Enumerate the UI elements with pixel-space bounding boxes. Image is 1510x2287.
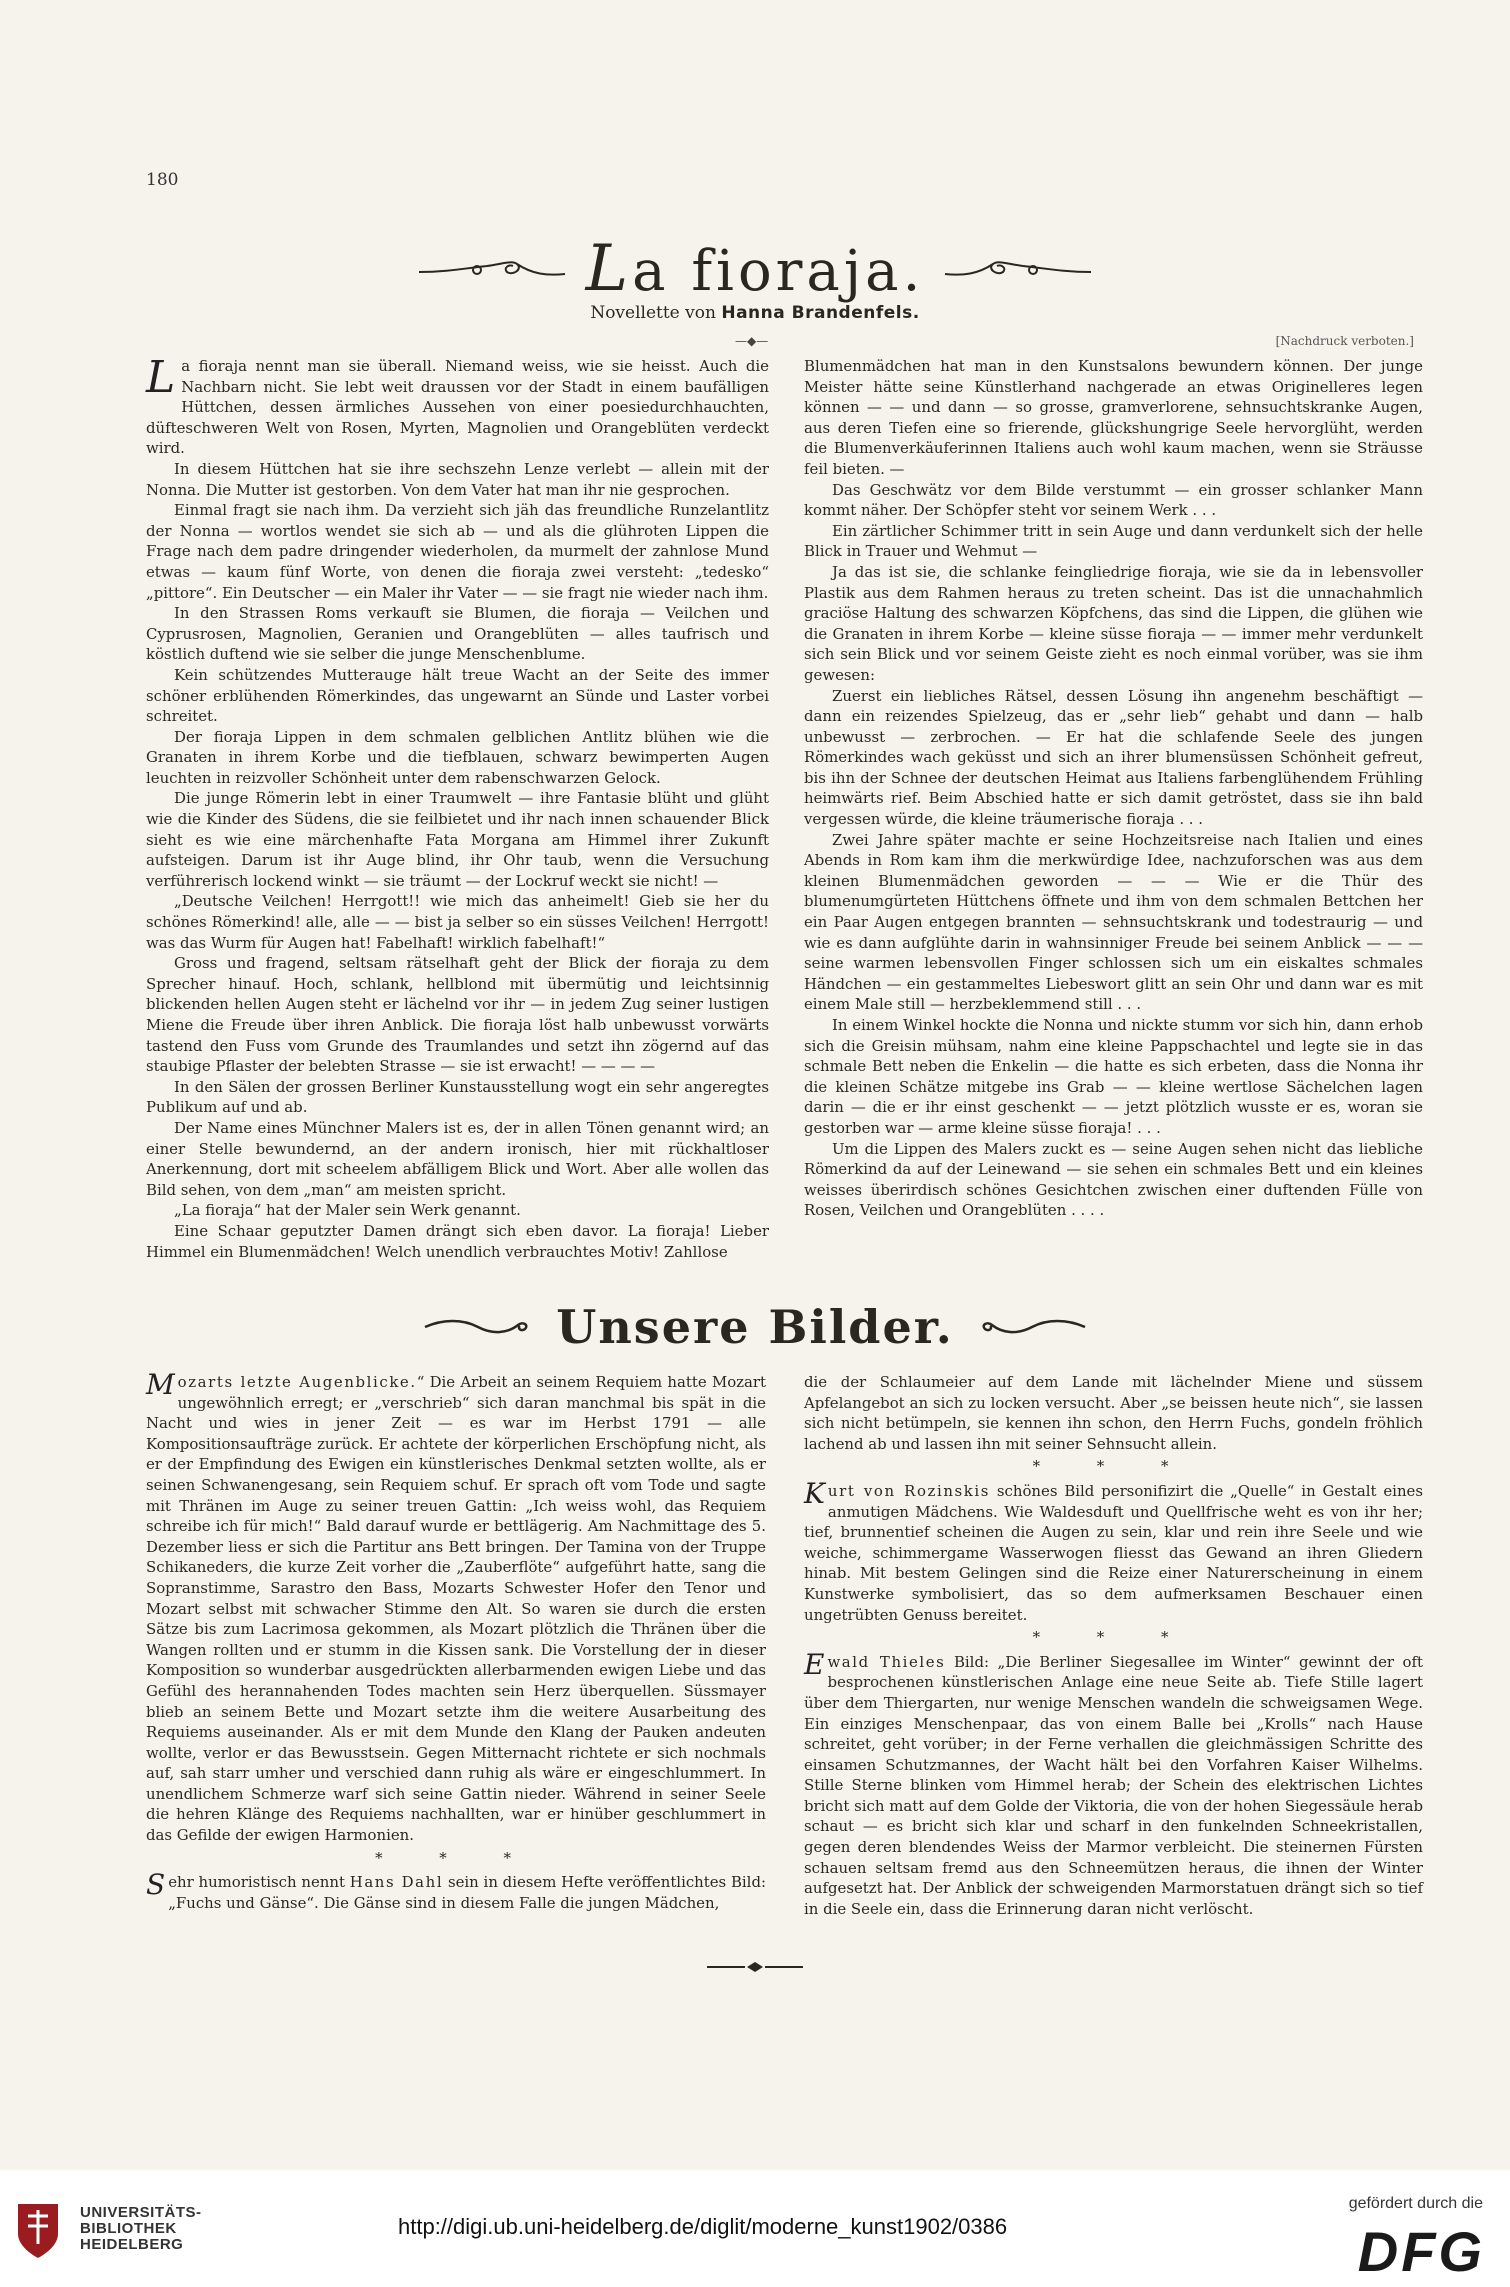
paragraph-text: Ja das ist sie, die schlanke feingliedrige fioraja, wie sie da in lebensvoller Plastik aus dem Rahmen heraus zu treten scheint. Das ist die unnachahmlich graciöse Haltung des schwarzen Köpfchens, das sind die Lippen, die glühen wie die Granaten in ihrem Korbe — kleine süsse fioraja — — immer mehr verdunkelt sich sein Blick und vor seinem Geiste zieht es noch einmal vorüber, was sie ihm gewesen: (804, 562, 1423, 684)
drop-cap-initial: M (146, 1368, 175, 1401)
funding-label: gefördert durch die (1348, 2195, 1483, 2212)
paragraph-text: die der Schlaumeier auf dem Lande mit lächelnder Miene und süssem Apfelangebot an sich zu locken versucht. Aber „se beissen heute nich“, sie lassen sich nicht betümpeln, sie kennen ihn schon, den Herrn Fuchs, gondeln fröhlich lachend ab und lassen ihn mit seiner Sehnsucht allein. (804, 1373, 1423, 1453)
paragraph (146, 891, 769, 953)
paragraph (146, 665, 769, 727)
paragraph (804, 1476, 1423, 1625)
emphasized-name: Hans Dahl (349, 1873, 444, 1892)
paragraph (146, 1077, 769, 1118)
drop-cap-initial: L (146, 352, 176, 403)
paragraph (146, 459, 769, 500)
paragraph (804, 1372, 1423, 1454)
library-name: UNIVERSITÄTS- BIBLIOTHEK HEIDELBERG (80, 2204, 202, 2253)
paragraph-text: Blumenmädchen hat man in den Kunstsalons bewundern können. Der junge Meister hätte seine Künstlerhand nachgerade an etwas Originelleres legen können — — und dann — so grosse, gramverlorene, sehnsuchtskranke Augen, aus deren Tiefen eine so frierende, glückshungrige Seele hervorglüht, werden die Blumenverkäuferinnen Italiens auch wohl kaum machen, wenn sie Sträusse feil bieten. — (804, 357, 1423, 478)
drop-cap-initial: S (146, 1868, 166, 1902)
paragraph-text: Der fioraja Lippen in dem schmalen gelblichen Antlitz blühen wie die Granaten in ihrem Korbe und die tiefblauen, schwarz bewimperten Augen leuchten in reizvoller Schönheit unter dem rabenschwarzen Gelock. (146, 727, 769, 787)
paragraph (804, 1647, 1424, 1920)
bilder-right-column (804, 1372, 1423, 1919)
bilder-left-column (146, 1368, 766, 1913)
right-ornament-icon (977, 1315, 1087, 1339)
paragraph-text: a fioraja nennt man sie überall. Niemand weiss, wie sie heisst. Auch die Nachbarn nicht. Sie lebt weit draussen vor der Stadt in einem baufälligen Hüttchen, dessen ärmliches Aussehen von einer poesiedurchhauchten, düfteschweren Welt von Rosen, Myrten, Magnolien und Orangeblüten verdeckt wird. (146, 357, 769, 458)
paragraph (804, 562, 1423, 686)
story-subtitle: Novellette von Hanna Brandenfels. (590, 303, 920, 323)
paragraph-text: Zuerst ein liebliches Rätsel, dessen Lösung ihn angenehm beschäftigt — dann ein reizendes Spielzeug, das er „sehr lieb“ gehabt und dann — halb unbewusst — zerbrochen. — Er hat die schlafende Seele des jungen Römerkindes wach geküsst und sich an ihrer blumensüssen Schönheit gefreut, bis ihn der Schnee der deutschen Heimat aus Italiens farbenglühendem Frühling heimwärts rief. Beim Abschied hatte er sich damit getröstet, dass sie ihn bald vergessen würde, die kleine träumerische fioraja . . . (804, 686, 1423, 829)
paragraph-text: „La fioraja“ hat der Maler sein Werk genannt. (174, 1201, 521, 1220)
paragraph (146, 1221, 769, 1262)
paragraph-text: In den Strassen Roms verkauft sie Blumen, die fioraja — Veilchen und Cyprusrosen, Magnolien, Geranien und Orangeblüten — alles taufrisch und köstlich duftend wie sie selber die junge Menschenblume. (146, 604, 769, 664)
paragraph-text: Kein schützendes Mutterauge hält treue Wacht an der Seite des immer schöner erblühenden Römerkindes, das ungewarnt an Sünde und Laster vorbei schreitet. (146, 665, 769, 726)
paragraph-text: Um die Lippen des Malers zuckt es — seine Augen sehen nicht das liebliche Römerkind da auf der Leinewand — sie sehen ein schmales Bett und ein kleines weisses überirdisch schönes Gesichtchen zwischen einer duftenden Fülle von Rosen, Veilchen und Orangeblüten . . . . (804, 1139, 1423, 1220)
paragraph-text: Einmal fragt sie nach ihm. Da verzieht sich jäh das freundliche Runzelantlitz der Nonna — wortlos wendet sie sich ab — und als die glühroten Lippen die Frage nach dem padre dringender wiederholen, da murmelt der zahnlose Mund etwas — kaum fünf Worte, von denen die fioraja zwei versteht: „tedesko“ „pittore“. Ein Deutscher — ein Maler ihr Vater — — sie fragt nie wieder nach ihm. (146, 501, 769, 602)
section-separator-stars: * * * (375, 1848, 537, 1867)
paragraph (146, 1200, 769, 1221)
paragraph-text: sein in diesem Hefte veröffentlichtes Bild: „Fuchs und Gänse“. Die Gänse sind in diesem Falle die jungen Mädchen, (168, 1873, 766, 1912)
story-title-row (0, 232, 1510, 306)
emphasized-name: urt von Rozinskis (827, 1481, 990, 1500)
end-ornament-icon (705, 1960, 805, 1974)
paragraph-text: Eine Schaar geputzter Damen drängt sich eben davor. La fioraja! Lieber Himmel ein Blumenmädchen! Welch unendlich verbrauchtes Motiv! Zahllose (146, 1221, 769, 1261)
emphasized-name: ozarts letzte Augenblicke. (177, 1373, 417, 1391)
divider-ornament: —◆— (735, 334, 769, 348)
story-right-column (804, 356, 1423, 1221)
dfg-logo: DFG (1357, 2220, 1485, 2283)
page-number: 180 (146, 170, 179, 190)
paragraph-text: Ein zärtlicher Schimmer tritt in sein Auge und dann verdunkelt sich der helle Blick in Trauer und Wehmut — (804, 521, 1423, 561)
source-url-link[interactable]: http://digi.ub.uni-heidelberg.de/diglit/moderne_kunst1902/0386 (398, 2214, 1008, 2239)
paragraph (804, 480, 1423, 521)
emphasized-name: wald Thieles (827, 1652, 946, 1671)
paragraph (146, 788, 769, 891)
left-ornament-icon (417, 254, 567, 284)
paragraph (146, 1368, 766, 1846)
paragraph (804, 1139, 1423, 1221)
story-left-column (146, 352, 769, 1262)
paragraph-text: In den Sälen der grossen Berliner Kunstausstellung wogt ein sehr angeregtes Publikum auf und ab. (146, 1077, 769, 1117)
paragraph (146, 603, 769, 665)
paragraph-text: schönes Bild personifizirt die „Quelle“ in Gestalt eines anmutigen Mädchens. Wie Waldesduft und Quellfrische weht es von ihr her; tief, brunnentief scheinen die Augen zu sein, klar und rein ihre Seele und wie weiche, schimmergame Wasserwogen fliesst das Gewand an ihren Gliedern hinab. Mit bestem Gelingen sind die Reize einer Naturerscheinung in einem Kunstwerke symbolisiert, das so dem aufmerksamen Beschauer einen ungetrübten Genuss bereitet. (804, 1481, 1423, 1624)
paragraph (804, 1015, 1423, 1139)
drop-cap-initial: K (804, 1476, 825, 1510)
paragraph-text: Bild: „Die Berliner Siegesallee im Winter“ gewinnt der oft besprochenen künstlerischen Anlage eine neue Seite ab. Tiefe Stille lagert über dem Thiergarten, nur wenige Menschen wandeln die schweigsamen Wege. Ein einziges Menschenpaar, das von einem Balle bei „Krolls“ nach Hause schreitet, geht vorüber; in der Ferne verhallen die gleichmässigen Schritte des einsamen Schutzmannes, der Wacht hält bei den Vorfahren Kaiser Wilhelms. Stille Sterne blinken vom Himmel herab; der Schein des elektrischen Lichtes bricht sich matt auf dem Golde der Viktoria, die von der hohen Siegessäule herab schaut — es bricht sich klar und scharf in den funkelnden Schneekristallen, gegen deren blendendes Weiss der Marmor verbleicht. Die steinernen Fürsten schauen seltsam fremd aus den Schneemützen heraus, die ihnen der Winter aufgesetzt hat. Der Anblick der schweigenden Marmorstatuen drängt sich so tief in die Seele ein, dass die Erinnerung daran nicht verlöscht. (804, 1652, 1424, 1918)
paragraph-lead: ehr humoristisch nennt (168, 1873, 350, 1892)
paragraph (146, 500, 769, 603)
paragraph-text: In diesem Hüttchen hat sie ihre sechszehn Lenze verlebt — allein mit der Nonna. Die Mutter ist gestorben. Von dem Vater hat man ihr nie gesprochen. (146, 459, 769, 499)
left-ornament-icon (423, 1315, 533, 1339)
section-separator-stars: * * * (1032, 1628, 1195, 1647)
reprint-notice: [Nachdruck verboten.] (1275, 334, 1414, 348)
right-ornament-icon (943, 254, 1093, 284)
paragraph (804, 521, 1423, 562)
university-seal-icon (14, 2200, 62, 2260)
story-title: La fioraja. (585, 232, 925, 306)
paragraph (146, 953, 769, 1077)
paragraph-text: Die junge Römerin lebt in einer Traumwelt — ihre Fantasie blüht und glüht wie die Kinder des Südens, die sie feilbietet und ihr nach innen schauender Blick sieht es wie eine märchenhafte Fata Morgana am Himmel ihrer Zukunft aufsteigen. Darum ist ihr Auge blind, ihr Ohr taub, wenn die Versuchung verführerisch lockend winkt — sie träumt — der Lockruf weckt sie nicht! — (146, 789, 769, 890)
footer-bar (0, 2170, 1510, 2287)
paragraph-text: Das Geschwätz vor dem Bilde verstummt — ein grosser schlanker Mann kommt näher. Der Schöpfer steht vor seinem Werk . . . (804, 480, 1423, 520)
paragraph-text: In einem Winkel hockte die Nonna und nickte stumm vor sich hin, dann erhob sich die Greisin mühsam, nahm eine kleine Pappschachtel und legte sie in das schmale Bett neben die Enkelin — die hatte es sich erbeten, dass die Nonna ihr die kleinen Schätze mitgebe ins Grab — — kleine wertlose Sächelchen lagen darin — die er ihr einst geschenkt — — jetzt plötzlich wusste er es, woran sie gestorben war — arme kleine süsse fioraja! . . . (804, 1016, 1423, 1137)
paragraph (146, 727, 769, 789)
paragraph-text: „Deutsche Veilchen! Herrgott!! wie mich das anheimelt! Gieb sie her du schönes Römerkind! alle, alle — — bist ja selber so ein süsses Veilchen! Herrgott! was das Wurm für Augen hat! Fabelhaft! wirklich fabelhaft!“ (146, 892, 769, 952)
paragraph (804, 686, 1423, 830)
paragraph-text: Gross und fragend, seltsam rätselhaft geht der Blick der fioraja zu dem Sprecher hinauf. Hoch, schlank, hellblond mit übermütig und leichtsinnig blickenden hellen Augen steht er lächelnd vor ihr — in jedem Zug seiner lustigen Miene die Freude über ihren Anblick. Die fioraja löst halb unbewusst vorwärts tastend den Fuss vom Grunde des Traumlandes und setzt ihn zögernd auf das staubige Pflaster der belebten Strasse — sie ist erwacht! — — — — (146, 954, 769, 1076)
paragraph (146, 352, 769, 459)
paragraph (804, 356, 1423, 480)
drop-cap-initial: E (804, 1647, 825, 1681)
paragraph-text: Der Name eines Münchner Malers ist es, der in allen Tönen genannt wird; an einer Stelle bewundernd, an der andern ironisch, hier mit rückhaltloser Anerkennung, dort mit scheelem abfälligem Blick und Wort. Aber alle wollen das Bild sehen, von dem „man“ am meisten spricht. (146, 1118, 769, 1199)
paragraph-text: Zwei Jahre später machte er seine Hochzeitsreise nach Italien und eines Abends in Rom kam ihm die merkwürdige Idee, nachzuforschen was aus dem kleinen Blumenmädchen geworden — — — Wie er die Thür des blumenumgürteten Hüttchens öffnete und ihm von dem schmalen Bettchen her ein Paar Augen entgegen brannten — sehnsuchtskrank und todestraurig — und wie es dann aufglühte darin in wahnsinniger Freude bei seinem Anblick — — — seine warmen lebensvollen Finger schlossen sich um ein eiskaltes schmales Händchen — ein gestammeltes Liebeswort glitt an sein Ohr und dann war es mit einem Male still — herzbeklemmend still . . . (804, 830, 1423, 1014)
paragraph (804, 830, 1423, 1015)
section-title-row (0, 1300, 1510, 1354)
paragraph-text: “ Die Arbeit an seinem Requiem hatte Mozart ungewöhnlich erregt; er „verschrieb“ sich daran manchmal bis spät in die Nacht und wies in jener Zeit — es war im Herbst 1791 — alle Kompositionsaufträge zurück. Er achtete der körperlichen Erschöpfung nicht, als er der Empfindung des Ewigen ein künstlerisches Denkmal setzten wollte, als er seinen Schwanengesang, sein Requiem schuf. Er sprach oft vom Tode und sagte mit Thränen im Auge zu seiner treuen Gattin: „Ich weiss wohl, das Requiem schreibe ich für mich!“ Bald darauf wurde er bettlägerig. Am Nachmittage des 5. Dezember liess er sich die Partitur ans Bett bringen. Der Tamina von der Truppe Schikaneders, die kurze Zeit vorher die „Zauberflöte“ aufgeführt hatte, sang die Sopranstimme, Sarastro den Bass, Mozarts Schwester Hofer den Tenor und Mozart selbst mit schwacher Stimme den Alt. So waren sie durch die ersten Sätze bis zum Lacrimosa gekommen, als Mozart plötzlich die Thränen über die Wangen rollten und er stumm in die Kissen sank. Die Vorstellung der in dieser Komposition so wunderbar ausgedrückten allerbarmenden ewigen Liebe und das Gefühl des herannahenden Todes machten sein Herz überquellen. Süssmayer blieb an seinem Bette und Mozart setzte ihm die weitere Ausarbeitung des Requiems auseinander. Als er mit dem Munde den Klang der Pauken andeuten wollte, verlor er das Bewusstsein. Gegen Mitternacht richtete er sich nochmals auf, sah starr umher und verschied dann ruhig als wäre er eingeschlummert. In unendlichem Schmerze warf sich seine Gattin nieder. Während in seiner Seele die hehren Klänge des Requiems nachhallten, war er hinüber geschlummert in das Gefilde der ewigen Harmonien. (146, 1373, 766, 1845)
paragraph (146, 1118, 769, 1200)
section-title: Unsere Bilder. (556, 1300, 954, 1354)
section-separator-stars: * * * (1032, 1457, 1195, 1476)
paragraph (146, 1868, 766, 1913)
